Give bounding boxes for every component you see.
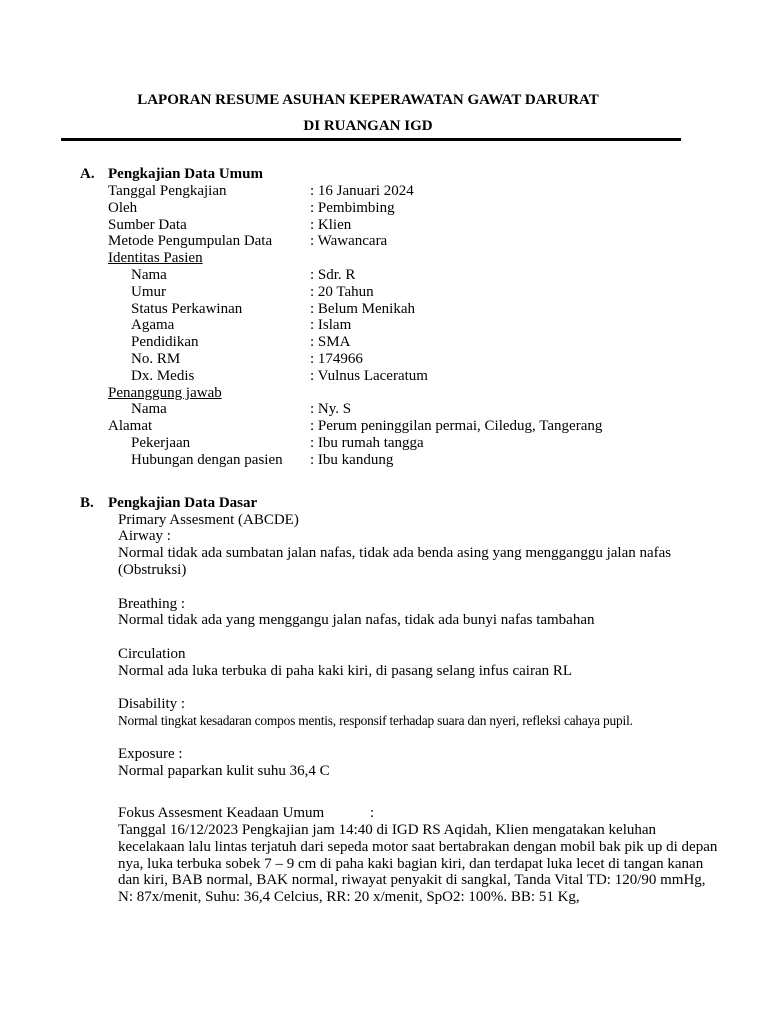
patient-row (0, 317, 768, 334)
patient-label: No. RM (131, 351, 181, 367)
guardian-label: Alamat (108, 418, 153, 434)
patient-label: Umur (131, 284, 166, 300)
guardian-label: Nama (131, 401, 167, 417)
patient-label: Pendidikan (131, 334, 199, 350)
patient-label: Agama (131, 317, 175, 333)
identitas-pasien-heading: Identitas Pasien (108, 250, 203, 266)
info-value: : Pembimbing (310, 200, 395, 216)
section-b-letter: B. (80, 495, 94, 511)
patient-row (0, 334, 768, 351)
fokus-line: N: 87x/menit, Suhu: 36,4 Celcius, RR: 20 x/menit, SpO2: 100%. BB: 51 Kg, (118, 889, 580, 905)
guardian-row (0, 452, 768, 469)
airway-text: Normal tidak ada sumbatan jalan nafas, tidak ada benda asing yang mengganggu jalan nafas (Obstruksi) (118, 545, 672, 578)
patient-row (0, 368, 768, 385)
info-row (0, 217, 768, 234)
fokus-line: Tanggal 16/12/2023 Pengkajian jam 14:40 di IGD RS Aqidah, Klien mengatakan keluhan (118, 822, 657, 838)
patient-value: : 20 Tahun (310, 284, 374, 300)
airway-label: Airway : (118, 528, 171, 544)
guardian-label: Hubungan dengan pasien (131, 452, 283, 468)
patient-value: : Belum Menikah (310, 301, 415, 317)
section-a-letter: A. (80, 166, 95, 182)
patient-value: : Sdr. R (310, 267, 356, 283)
primary-assessment-heading: Primary Assesment (ABCDE) (118, 512, 299, 528)
info-value: : Klien (310, 217, 352, 233)
circulation-text: Normal ada luka terbuka di paha kaki kiri, di pasang selang infus cairan RL (118, 663, 573, 679)
document-title-line2: DI RUANGAN IGD (303, 118, 433, 134)
document-title-line1: LAPORAN RESUME ASUHAN KEPERAWATAN GAWAT DARURAT (137, 92, 599, 108)
title-divider (61, 138, 681, 141)
guardian-row (0, 418, 768, 435)
exposure-label: Exposure : (118, 746, 183, 762)
guardian-row (0, 401, 768, 418)
patient-value: : Islam (310, 317, 352, 333)
circulation-label: Circulation (118, 646, 186, 662)
fokus-line: dan kiri, BAB normal, BAK normal, riwayat penyakit di sangkal, Tanda Vital TD: 120/90 mmHg, (118, 872, 706, 888)
patient-row (0, 267, 768, 284)
patient-label: Dx. Medis (131, 368, 195, 384)
disability-text: Normal tingkat kesadaran compos mentis, responsif terhadap suara dan nyeri, refleksi cahaya pupil. (118, 713, 633, 728)
info-label: Sumber Data (108, 217, 187, 233)
guardian-value: : Ibu kandung (310, 452, 394, 468)
guardian-value: : Ibu rumah tangga (310, 435, 424, 451)
info-value: : Wawancara (310, 233, 388, 249)
fokus-line: kecelakaan lalu lintas terjatuh dari sepeda motor saat bertabrakan dengan mobil bak pik up di depan (118, 839, 718, 855)
guardian-label: Pekerjaan (131, 435, 191, 451)
patient-label: Status Perkawinan (131, 301, 243, 317)
patient-label: Nama (131, 267, 167, 283)
disability-label: Disability : (118, 696, 186, 712)
info-row (0, 233, 768, 250)
guardian-value: : Perum peninggilan permai, Ciledug, Tangerang (310, 418, 603, 434)
patient-row (0, 351, 768, 368)
info-label: Metode Pengumpulan Data (108, 233, 273, 249)
patient-row (0, 284, 768, 301)
fokus-assessment-label: Fokus Assesment Keadaan Umum (118, 805, 325, 821)
info-label: Oleh (108, 200, 138, 216)
info-label: Tanggal Pengkajian (108, 183, 227, 199)
fokus-line: nya, luka terbuka sobek 7 – 9 cm di paha kaki bagian kiri, dan terdapat luka lecet di tangan kanan (118, 856, 704, 872)
section-b-title: Pengkajian Data Dasar (108, 495, 258, 511)
info-value: : 16 Januari 2024 (310, 183, 414, 199)
exposure-text: Normal paparkan kulit suhu 36,4 C (118, 763, 330, 779)
breathing-label: Breathing : (118, 596, 186, 612)
breathing-text: Normal tidak ada yang menggangu jalan nafas, tidak ada bunyi nafas tambahan (118, 612, 595, 628)
patient-value: : SMA (310, 334, 351, 350)
info-row (0, 183, 768, 200)
guardian-value: : Ny. S (310, 401, 352, 417)
penanggung-jawab-heading: Penanggung jawab (108, 385, 222, 401)
fokus-assessment-colon: : (370, 805, 375, 821)
patient-value: : Vulnus Laceratum (310, 368, 428, 384)
patient-row (0, 301, 768, 318)
guardian-row (0, 435, 768, 452)
patient-value: : 174966 (310, 351, 363, 367)
info-row (0, 200, 768, 217)
section-a-title: Pengkajian Data Umum (108, 166, 264, 182)
